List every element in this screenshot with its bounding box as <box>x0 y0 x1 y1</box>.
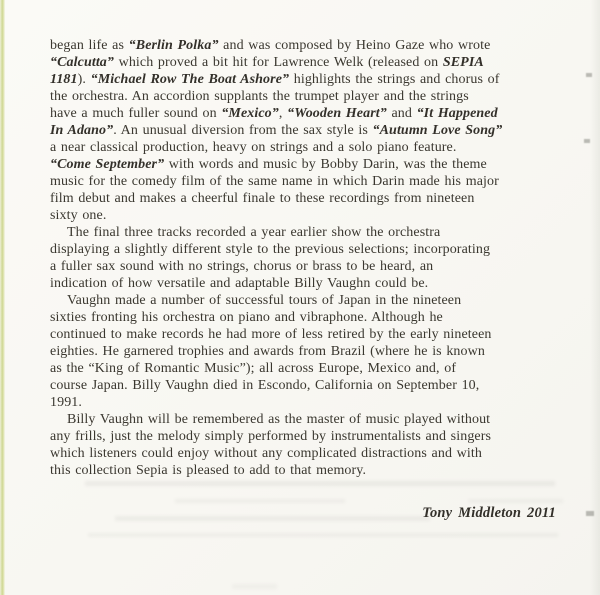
text-run: The final three tracks recorded a year earlier show the orchestra <box>67 225 441 240</box>
text-line <box>50 139 595 156</box>
text-line <box>50 360 595 377</box>
text-line <box>50 462 595 479</box>
text-run: which proved a bit hit for Lawrence Welk (released on <box>114 55 443 70</box>
paragraph <box>50 292 595 411</box>
text-run: indication of how versatile and adaptable Billy Vaughn could be. <box>50 276 429 291</box>
text-line <box>50 37 595 54</box>
text-run: . An unusual diversion from the sax style is <box>113 123 373 138</box>
text-run: displaying a slightly different style to the previous selections; incorporating <box>50 242 491 257</box>
text-run: began life as <box>50 38 129 53</box>
text-run: course Japan. Billy Vaughn died in Escondo, California on September 10, <box>50 378 480 393</box>
text-run: the orchestra. An accordion supplants the trumpet player and the strings <box>50 89 469 104</box>
ghost-text-mark <box>115 516 430 521</box>
text-run: a near classical production, heavy on strings and a solo piano feature. <box>50 140 457 155</box>
emphasized-text-run: “Mexico” <box>221 106 279 121</box>
text-run: continued to make records he had more of less retired by the early nineteen <box>50 327 492 342</box>
text-run: and <box>386 106 417 121</box>
text-line <box>50 258 595 275</box>
paragraph <box>50 37 595 224</box>
ghost-text-mark <box>232 584 277 589</box>
text-run: have a much fuller sound on <box>50 106 222 121</box>
text-line <box>50 326 595 343</box>
text-run: with words and music by Bobby Darin, was the theme <box>164 157 487 172</box>
text-run: Vaughn made a number of successful tours of Japan in the nineteen <box>67 293 462 308</box>
text-run: music for the comedy film of the same name in which Darin made his major <box>50 174 499 189</box>
text-run: sixties fronting his orchestra on piano and vibraphone. Although he <box>50 310 443 325</box>
text-line <box>50 207 595 224</box>
author-signature: Tony Middleton 2011 <box>422 505 556 521</box>
emphasized-text-run: “Berlin Polka” <box>128 38 219 53</box>
emphasized-text-run: “Calcutta” <box>50 55 115 70</box>
text-line <box>50 54 595 71</box>
emphasized-text-run: “Michael Row The Boat Ashore” <box>90 72 290 87</box>
text-line <box>50 292 595 309</box>
ghost-text-mark <box>88 533 558 537</box>
text-run: a fuller sax sound with no strings, chorus or brass to be heard, an <box>50 259 434 274</box>
text-run: which listeners could enjoy without any complicated distractions and with <box>50 446 482 461</box>
text-run: film debut and makes a cheerful finale to these recordings from nineteen <box>50 191 475 206</box>
emphasized-text-run: “Wooden Heart” <box>287 106 387 121</box>
text-run: 1991. <box>50 395 82 410</box>
text-line <box>50 122 595 139</box>
emphasized-text-run: 1181 <box>50 72 78 87</box>
paragraph <box>50 224 595 292</box>
text-run: , <box>278 106 288 121</box>
text-line <box>50 88 595 105</box>
text-run: sixty one. <box>50 208 107 223</box>
text-line <box>50 71 595 88</box>
text-line <box>50 343 595 360</box>
ghost-text-mark <box>468 499 563 503</box>
text-line <box>50 309 595 326</box>
text-run: Billy Vaughn will be remembered as the master of music played without <box>67 412 491 427</box>
emphasized-text-run: “Autumn Love Song” <box>372 123 503 138</box>
text-line <box>50 241 595 258</box>
text-run: as the “King of Romantic Music”); all across Europe, Mexico and, of <box>50 361 457 376</box>
text-line <box>50 377 595 394</box>
ghost-text-mark <box>175 499 345 503</box>
text-line <box>50 190 595 207</box>
text-line <box>50 428 595 445</box>
emphasized-text-run: “Come September” <box>50 157 165 172</box>
paragraph <box>50 411 595 479</box>
text-line <box>50 224 595 241</box>
text-run: eighties. He garnered trophies and awards from Brazil (where he is known <box>50 344 485 359</box>
ghost-text-mark <box>85 481 555 486</box>
text-line <box>50 411 595 428</box>
text-line <box>50 173 595 190</box>
emphasized-text-run: “It Happened <box>416 106 498 121</box>
text-run: highlights the strings and chorus of <box>289 72 500 87</box>
text-run: ). <box>77 72 91 87</box>
text-line <box>50 445 595 462</box>
emphasized-text-run: SEPIA <box>442 55 484 70</box>
text-line <box>50 394 595 411</box>
text-line <box>50 105 595 122</box>
text-run: this collection Sepia is pleased to add to that memory. <box>50 463 367 478</box>
liner-notes-text <box>50 37 595 479</box>
text-run: any frills, just the melody simply performed by instrumentalists and singers <box>50 429 492 444</box>
text-line <box>50 156 595 173</box>
emphasized-text-run: In Adano” <box>50 123 114 138</box>
text-line <box>50 275 595 292</box>
text-run: and was composed by Heino Gaze who wrote <box>218 38 491 53</box>
scan-edge-strip <box>0 0 5 595</box>
